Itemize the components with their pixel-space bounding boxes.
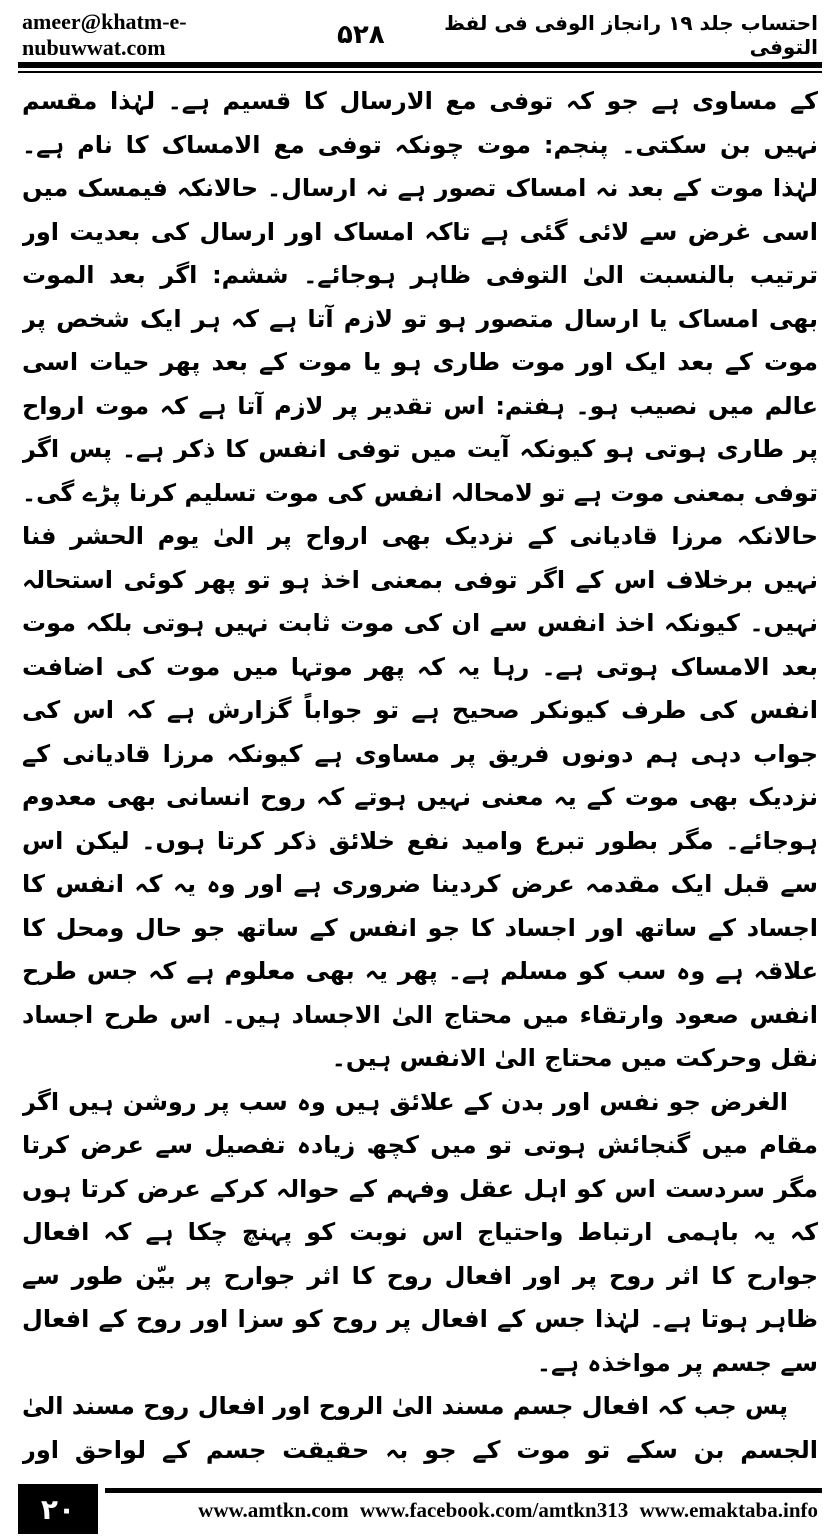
footer-badge: ۲۰ [18,1484,98,1534]
header-rule-thick [18,62,822,68]
header-left-group [22,9,385,61]
footer-link-emaktaba[interactable]: www.emaktaba.info [639,1498,818,1522]
header-rule-thin [18,71,822,73]
footer-links [118,1498,818,1534]
footer-rule [105,1488,822,1493]
footer-link-facebook[interactable]: www.facebook.com/amtkn313 [359,1498,629,1522]
book-title: احتساب جلد ۱۹ رانجاز الوفی فی لفظ التوفی [444,11,818,59]
paragraph-3: پس جب کہ افعال جسم مسند الیٰ الروح اور افعال روح مسند الیٰ الجسم بن سکے تو موت کے جو بہ حقیقت جسم کے لواحق اور [22,1392,818,1464]
page-body [22,80,818,1470]
paragraph-1: کے مساوی ہے جو کہ توفی مع الارسال کا قسیم ہے۔ لہٰذا مقسم نہیں بن سکتی۔ پنجم: موت چونکہ توفی مع الامساک کا نام ہے۔ لہٰذا موت کے بعد نہ امساک تصور ہے نہ ارسال۔ حالانکہ فیمسک میں اسی غرض سے لائی گئی ہے تاکہ امساک اور ارسال کی بعدیت اور ترتیب بالنسبت الیٰ التوفی ظاہر ہوجائے۔ ششم: اگر بعد الموت بھی امساک یا ارسال متصور ہو تو لازم آتا ہے کہ ہر ایک شخص پر موت کے بعد ایک اور موت طاری ہو یا موت کے بعد پھر حیات اسی عالم میں نصیب ہو۔ ہفتم: اس تقدیر پر لازم آتا ہے کہ موت ارواح پر طاری ہوتی ہو کیونکہ آیت میں توفی انفس کا ذکر ہے۔ پس اگر توفی بمعنی موت ہے تو لامحالہ انفس کی موت تسلیم کرنا پڑے گی۔ حالانکہ مرزا قادیانی کے نزدیک بھی ارواح پر الیٰ یوم الحشر فنا نہیں برخلاف اس کے اگر توفی بمعنی اخذ ہو تو پھر کوئی استحالہ نہیں۔ کیونکہ اخذ انفس سے ان کی موت ثابت نہیں ہوتی بلکہ موت بعد الامساک ہوتی ہے۔ رہا یہ کہ پھر موتہا میں موت کی اضافت انفس کی طرف کیونکر صحیح ہے تو جواباً گزارش ہے کہ اس کی جواب دہی ہم دونوں فریق پر مساوی ہے کیونکہ مرزا قادیانی کے نزدیک بھی موت کے یہ معنی نہیں ہوتے کہ روح انسانی بھی معدوم ہوجائے۔ مگر بطور تبرع وامید نفع خلائق ذکر کرتا ہوں۔ لیکن اس سے قبل ایک مقدمہ عرض کردینا ضروری ہے اور وہ یہ کہ انفس کا اجساد کے ساتھ اور اجساد کا جو انفس کے ساتھ جو حال ومحل کا علاقہ ہے وہ سب کو مسلم ہے۔ پھر یہ بھی معلوم ہے کہ جس طرح انفس صعود وارتقاء میں محتاج الیٰ الاجساد ہیں۔ اس طرح اجساد نقل وحرکت میں محتاج الیٰ الانفس ہیں۔ [22,87,818,1072]
page-number: ۵۲۸ [336,20,385,50]
header-email[interactable]: ameer@khatm-e-nubuwwat.com [22,9,187,60]
paragraph-2: الغرض جو نفس اور بدن کے علائق ہیں وہ سب پر روشن ہیں اگر مقام میں گنجائش ہوتی تو میں کچھ زیادہ تفصیل سے عرض کرتا مگر سردست اس کو اہل عقل وفہم کے حوالہ کرکے عرض کرتا ہوں کہ یہ باہمی ارتباط واحتیاج اس نوبت کو پہنچ چکا ہے کہ افعال جوارح کا اثر روح پر اور افعال روح کا اثر جوارح پر بیّن طور سے ظاہر ہوتا ہے۔ لہٰذا جس کے افعال پر روح کو سزا اور روح کے افعال سے جسم پر مواخذہ ہے۔ [22,1087,818,1377]
footer-link-amtkn[interactable]: www.amtkn.com [198,1498,349,1522]
page-header [22,10,818,60]
